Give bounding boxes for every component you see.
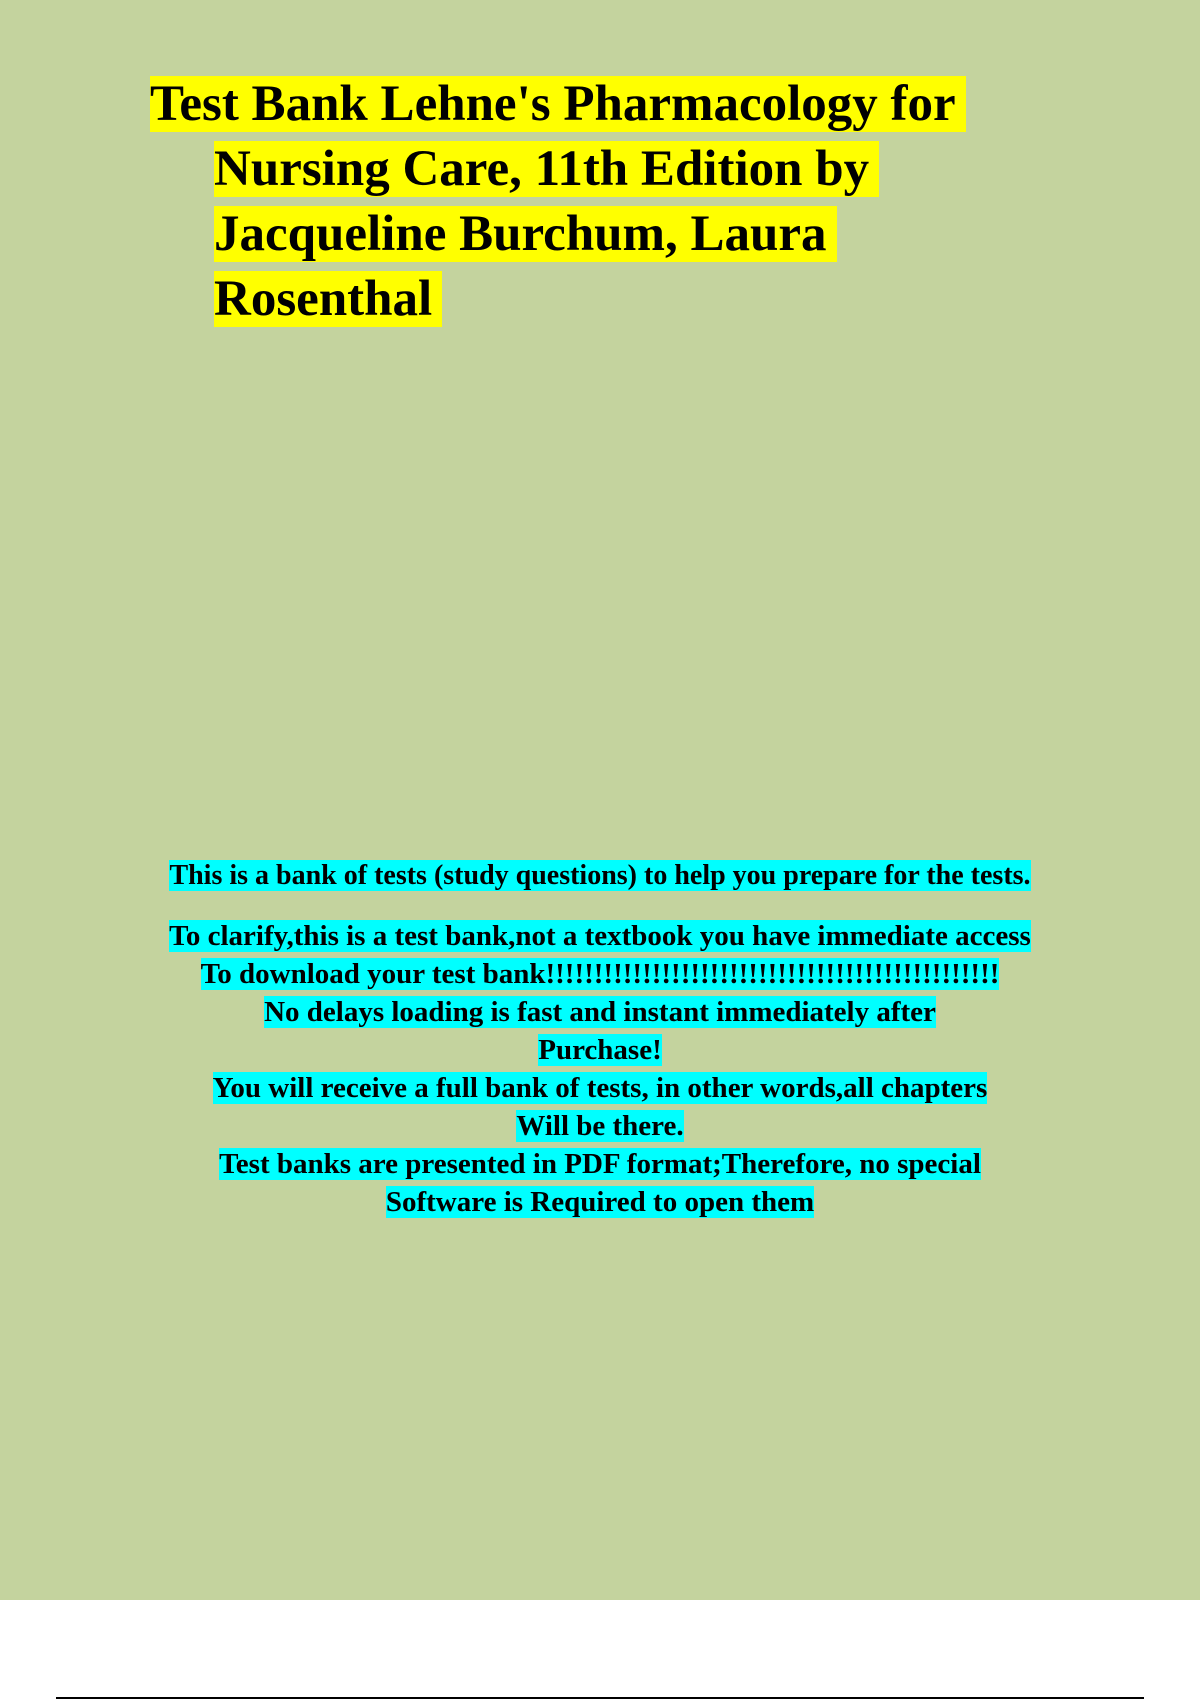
title-line <box>150 72 1110 137</box>
title-line-text: Jacqueline Burchum, Laura <box>214 206 837 262</box>
title-line-text: Test Bank Lehne's Pharmacology for <box>150 76 966 132</box>
notice-line-text: Purchase! <box>538 1034 662 1066</box>
document-title <box>150 72 1110 332</box>
notice-line <box>0 1069 1200 1107</box>
notice-line <box>0 1145 1200 1183</box>
title-line-text: Rosenthal <box>214 271 442 327</box>
notice-line-text: You will receive a full bank of tests, in other words,all chapters <box>212 1072 988 1104</box>
notice-line-text: Will be there. <box>516 1110 684 1142</box>
notice-line <box>0 993 1200 1031</box>
notice-line-text: Test banks are presented in PDF format;Therefore, no special <box>219 1148 981 1180</box>
notice-line <box>0 1107 1200 1145</box>
footer-divider <box>56 1697 1144 1699</box>
notice-line-text: To clarify,this is a test bank,not a textbook you have immediate access <box>169 920 1031 952</box>
notice-lead <box>0 856 1200 895</box>
notice-block <box>0 856 1200 1221</box>
title-line <box>150 137 1110 202</box>
title-line-text: Nursing Care, 11th Edition by <box>214 141 879 197</box>
notice-line <box>0 1183 1200 1221</box>
title-line <box>150 202 1110 267</box>
notice-line-text: Software is Required to open them <box>385 1186 815 1218</box>
notice-lead-text: This is a bank of tests (study questions) to help you prepare for the tests. <box>169 860 1031 891</box>
notice-line <box>0 955 1200 993</box>
notice-line <box>0 1031 1200 1069</box>
notice-line-text: To download your test bank!!!!!!!!!!!!!!!!!!!!!!!!!!!!!!!!!!!!!!!!!!!!!!! <box>200 958 1000 990</box>
title-line <box>150 267 1110 332</box>
notice-line <box>0 917 1200 955</box>
notice-line-text: No delays loading is fast and instant immediately after <box>264 996 936 1028</box>
